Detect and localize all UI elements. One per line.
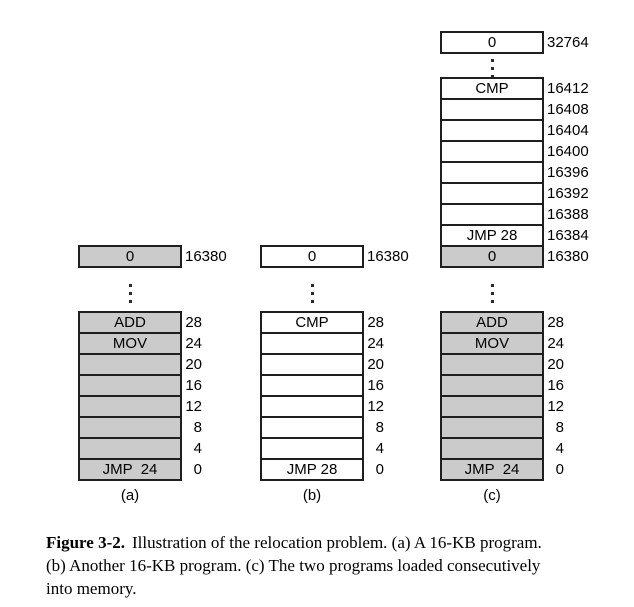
address-label-16396: 16396 <box>547 164 589 181</box>
program-b-top-address-block <box>260 245 430 268</box>
memory-cell-empty <box>80 397 180 418</box>
memory-cell-empty <box>442 397 542 418</box>
address-label-0: 0 <box>193 461 202 478</box>
memory-cell-empty <box>442 355 542 376</box>
memory-cell-empty <box>80 376 180 397</box>
memory-cell-empty <box>80 418 180 439</box>
address-label-16380: 16380 <box>547 248 589 265</box>
program-a-main-block <box>78 311 248 481</box>
memory-cell-empty <box>262 334 362 355</box>
memory-cells <box>260 245 364 268</box>
memory-cell-empty <box>442 121 542 142</box>
address-label-16404: 16404 <box>547 122 589 139</box>
address-label-4: 4 <box>193 440 202 457</box>
memory-cell-add: ADD <box>442 313 542 334</box>
address-label-4: 4 <box>375 440 384 457</box>
address-label-12: 12 <box>185 398 202 415</box>
memory-cell-empty <box>262 418 362 439</box>
memory-cell-empty <box>262 355 362 376</box>
memory-cell-empty <box>80 439 180 460</box>
figure-caption <box>46 531 612 600</box>
address-label-0: 0 <box>375 461 384 478</box>
program-c-upper-block <box>440 77 610 268</box>
memory-cell-add: ADD <box>80 313 180 334</box>
memory-cell-empty <box>442 163 542 184</box>
address-label-8: 8 <box>555 419 564 436</box>
ellipsis-dots <box>260 281 364 305</box>
program-b-main-block <box>260 311 430 481</box>
address-label-20: 20 <box>547 356 564 373</box>
address-label-8: 8 <box>375 419 384 436</box>
memory-cell-empty <box>262 439 362 460</box>
address-labels <box>367 311 427 481</box>
address-label-16388: 16388 <box>547 206 589 223</box>
memory-cell-empty <box>442 439 542 460</box>
address-label-16: 16 <box>367 377 384 394</box>
memory-cell-jmp-24: JMP 24 <box>80 460 180 479</box>
address-label-16384: 16384 <box>547 227 589 244</box>
address-label-28: 28 <box>547 314 564 331</box>
address-labels <box>547 77 607 268</box>
caption-line-3: into memory. <box>46 579 137 598</box>
address-label-12: 12 <box>547 398 564 415</box>
address-label-16: 16 <box>185 377 202 394</box>
address-labels <box>547 311 607 481</box>
memory-cells <box>440 31 544 54</box>
memory-cell-empty <box>442 376 542 397</box>
address-label-16408: 16408 <box>547 101 589 118</box>
memory-cell-mov: MOV <box>80 334 180 355</box>
address-label-28: 28 <box>367 314 384 331</box>
memory-cells <box>440 311 544 481</box>
address-label-24: 24 <box>547 335 564 352</box>
program-a-top-address-block <box>78 245 248 268</box>
address-label-32764: 32764 <box>547 34 589 51</box>
memory-cells <box>440 77 544 268</box>
address-label-12: 12 <box>367 398 384 415</box>
memory-cell-cmp: CMP <box>262 313 362 334</box>
column-label-b: (b) <box>302 487 322 504</box>
address-label-8: 8 <box>193 419 202 436</box>
address-labels <box>185 311 245 481</box>
memory-cell-cmp: CMP <box>442 79 542 100</box>
memory-cell-empty <box>442 205 542 226</box>
address-label-24: 24 <box>367 335 384 352</box>
address-label-16392: 16392 <box>547 185 589 202</box>
address-labels <box>367 245 427 268</box>
ellipsis-dots <box>440 281 544 305</box>
column-label-c: (c) <box>483 487 501 504</box>
memory-cells <box>78 311 182 481</box>
address-label-28: 28 <box>185 314 202 331</box>
memory-cell-0: 0 <box>442 247 542 266</box>
memory-cell-empty <box>442 100 542 121</box>
memory-cell-0: 0 <box>487 34 497 51</box>
memory-cell-0: 0 <box>80 247 180 266</box>
address-label-16412: 16412 <box>547 80 589 97</box>
address-label-16380: 16380 <box>367 248 409 265</box>
memory-cell-jmp-28: JMP 28 <box>286 461 338 478</box>
memory-cells <box>260 311 364 481</box>
memory-cell-empty <box>442 184 542 205</box>
caption-line-1 <box>46 531 612 554</box>
ellipsis-dots <box>78 281 182 305</box>
figure-number-label: Figure 3-2. <box>46 533 126 552</box>
program-c-main-block <box>440 311 610 481</box>
column-label-a: (a) <box>120 487 140 504</box>
address-label-20: 20 <box>185 356 202 373</box>
memory-cell-empty <box>442 418 542 439</box>
memory-cell-0: 0 <box>307 248 317 265</box>
memory-cell-empty <box>262 376 362 397</box>
memory-cell-mov: MOV <box>442 334 542 355</box>
address-label-16380: 16380 <box>185 248 227 265</box>
program-c-top-address-block <box>440 31 610 54</box>
caption-text-1: Illustration of the relocation problem. (a) A 16-KB program. <box>132 533 542 552</box>
memory-cell-empty <box>442 142 542 163</box>
caption-line-2: (b) Another 16-KB program. (c) The two programs loaded consecutively <box>46 556 541 575</box>
address-label-16400: 16400 <box>547 143 589 160</box>
memory-cell-empty <box>262 397 362 418</box>
address-labels <box>547 31 607 54</box>
memory-cell-empty <box>80 355 180 376</box>
address-label-16: 16 <box>547 377 564 394</box>
memory-cell-jmp-28: JMP 28 <box>442 226 542 247</box>
address-label-4: 4 <box>555 440 564 457</box>
address-label-24: 24 <box>185 335 202 352</box>
memory-cell-jmp-24: JMP 24 <box>442 460 542 479</box>
address-label-20: 20 <box>367 356 384 373</box>
address-labels <box>185 245 245 268</box>
memory-cells <box>78 245 182 268</box>
address-label-0: 0 <box>555 461 564 478</box>
